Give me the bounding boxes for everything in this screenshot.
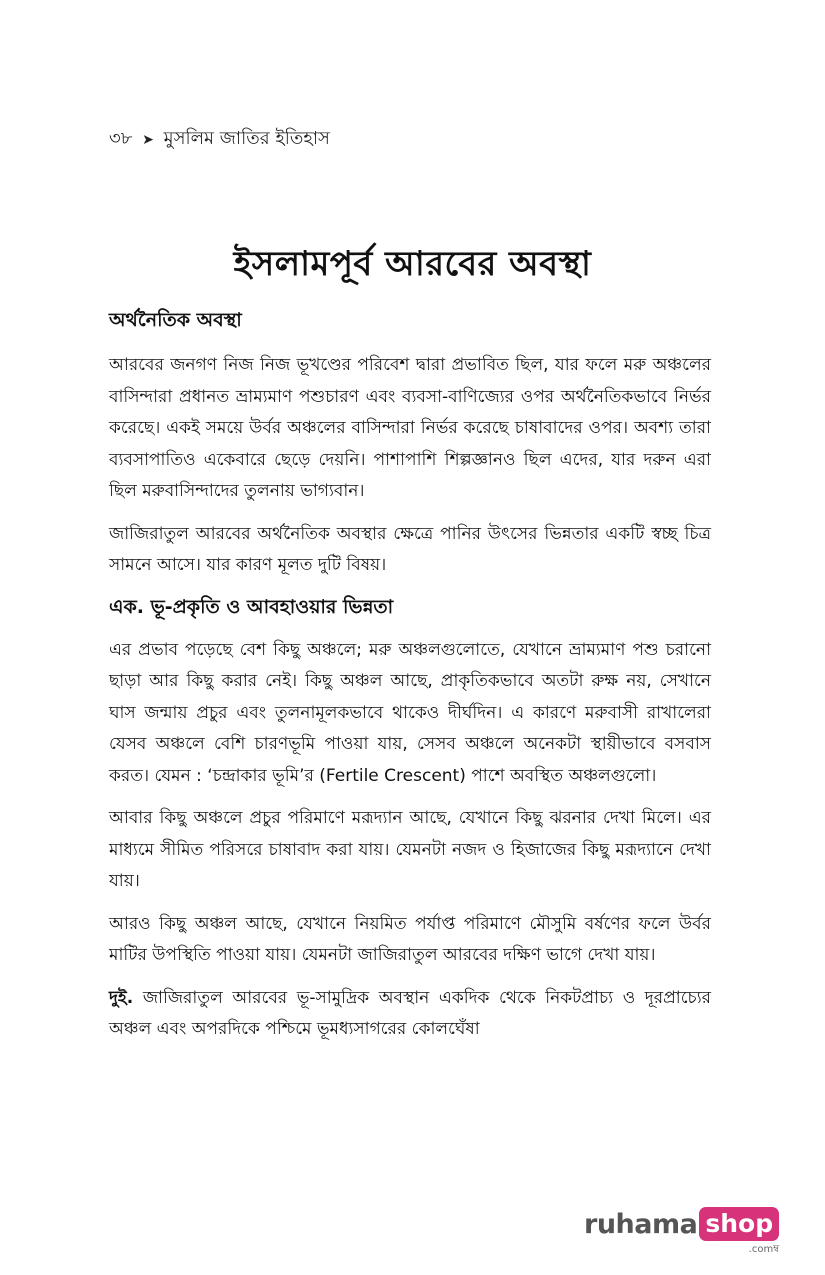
running-header <box>109 124 330 155</box>
paragraph-3: এর প্রভাব পড়েছে বেশ কিছু অঞ্চলে; মরু অঞ্চলগুলোতে, যেখানে ভ্রাম্যমাণ পশু চরানো ছাড়া আর কিছু করার নেই। কিছু অঞ্চল আছে, প্রাকৃতিকভাবে অতটা রুক্ষ নয়, সেখানে ঘাস জন্মায় প্রচুর এবং তুলনামূলকভাবে থাকেও দীর্ঘদিন। এ কারণে মরুবাসী রাখালেরা যেসব অঞ্চলে বেশি চারণভূমি পাওয়া যায়, সেসব অঞ্চলে অনেকটা স্থায়ীভাবে বসবাস করত। যেমন : ‘চন্দ্রাকার ভূমি’র (Fertile Crescent) পাশে অবস্থিত অঞ্চলগুলো। <box>109 639 711 786</box>
section-heading: অর্থনৈতিক অবস্থা <box>109 309 242 331</box>
page-number: ৩৮ <box>109 128 133 149</box>
logo-brand: ruhama <box>584 1209 698 1240</box>
paragraph-1: আরবের জনগণ নিজ নিজ ভূখণ্ডের পরিবেশ দ্বারা প্রভাবিত ছিল, যার ফলে মরু অঞ্চলের বাসিন্দারা প্রধানত ভ্রাম্যমাণ পশুচারণ এবং ব্যবসা-বাণিজ্যের ওপর অর্থনৈতিকভাবে নির্ভর করেছে। একই সময়ে উর্বর অঞ্চলের বাসিন্দারা নির্ভর করেছে চাষাবাদের ওপর। অবশ্য তারা ব্যবসাপাতিও একেবারে ছেড়ে দেয়নি। পাশাপাশি শিল্পজ্ঞানও ছিল এদের, যার দরুন এরা ছিল মরুবাসিন্দাদের তুলনায় ভাগ্যবান। <box>109 355 711 501</box>
chapter-title: ইসলামপূর্ব আরবের অবস্থা <box>233 244 592 284</box>
paragraph-5: আরও কিছু অঞ্চল আছে, যেখানে নিয়মিত পর্যাপ্ত পরিমাণে মৌসুমি বর্ষণের ফলে উর্বর মাটির উপস্থিতি পাওয়া যায়। যেমনটা জাজিরাতুল আরবের দক্ষিণ ভাগে দেখা যায়। <box>109 913 711 965</box>
logo-domain: .comম্ব <box>748 1244 780 1255</box>
logo-shop-group <box>697 1207 779 1259</box>
book-title: মুসলিম জাতির ইতিহাস <box>163 128 330 149</box>
paragraph-6-text: জাজিরাতুল আরবের ভূ-সামুদ্রিক অবস্থান একদিক থেকে নিকটপ্রাচ্য ও দূরপ্রাচ্যের অঞ্চল এবং অপরদিকে পশ্চিমে ভূমধ্যসাগরের কোলঘেঁষা <box>109 987 711 1039</box>
paragraph-4: আবার কিছু অঞ্চলে প্রচুর পরিমাণে মরূদ্যান আছে, যেখানে কিছু ঝরনার দেখা মিলে। এর মাধ্যমে সীমিত পরিসরে চাষাবাদ করা যায়। যেমনটা নজদ ও হিজাজের কিছু মরূদ্যানে দেখা যায়। <box>109 808 711 891</box>
paragraph-6-lead: দুই. <box>109 987 134 1008</box>
logo-shop: shop <box>699 1207 779 1241</box>
paragraph-6 <box>109 983 711 1046</box>
page-body <box>109 306 711 1057</box>
paragraph-2: জাজিরাতুল আরবের অর্থনৈতিক অবস্থার ক্ষেত্রে পানির উৎসের ভিন্নতার একটি স্বচ্ছ চিত্র সামনে আসে। যার কারণ মূলত দুটি বিষয়। <box>109 523 711 575</box>
arrow-icon: ➤ <box>142 132 154 148</box>
watermark-logo <box>584 1207 779 1259</box>
sub-heading: এক. ভূ-প্রকৃতি ও আবহাওয়ার ভিন্নতা <box>109 595 394 618</box>
